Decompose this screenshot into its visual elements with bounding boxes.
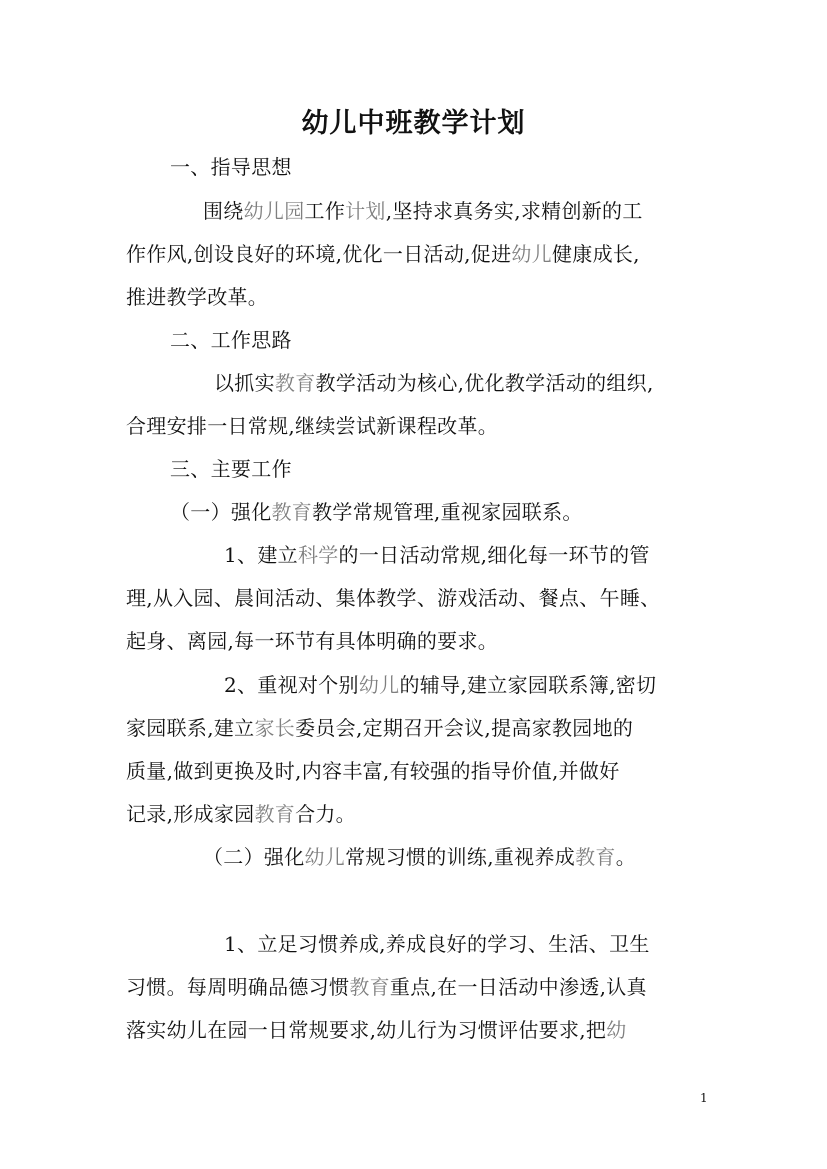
text-line <box>126 756 620 786</box>
line-text: 三、主要工作 <box>170 457 292 481</box>
text-line <box>126 583 660 613</box>
text-line <box>126 713 633 743</box>
highlighted-term[interactable]: 科学 <box>297 543 339 567</box>
text-line <box>126 1015 627 1045</box>
line-text: 质量,做到更换及时,内容丰富,有较强的指导价值,并做好 <box>126 759 620 783</box>
line-text: 健康成长, <box>551 242 640 266</box>
line-text: 教学常规管理,重视家园联系。 <box>312 500 583 524</box>
text-line <box>126 626 498 656</box>
line-text: 合理安排一日常规,继续尝试新课程改革。 <box>126 414 499 438</box>
line-text: 教学活动为核心,优化教学活动的组织, <box>315 371 654 395</box>
text-line <box>170 325 292 355</box>
line-text: 工作 <box>304 199 346 223</box>
text-line <box>224 929 650 959</box>
line-text: 围绕 <box>203 199 244 223</box>
line-text: 推进教学改革。 <box>126 285 269 309</box>
highlighted-term[interactable]: 教育 <box>274 371 316 395</box>
line-text: 1、立足习惯养成,养成良好的学习、生活、卫生 <box>224 932 650 956</box>
text-line <box>170 152 292 182</box>
line-text: 2、重视对个别 <box>224 673 359 697</box>
text-line <box>126 799 356 829</box>
text-line <box>126 239 640 269</box>
highlighted-term[interactable]: 幼儿 <box>304 845 346 869</box>
text-line <box>224 670 656 700</box>
line-text: 。 <box>615 845 636 869</box>
line-text: 一、指导思想 <box>170 155 292 179</box>
highlighted-term[interactable]: 幼儿园 <box>243 199 305 223</box>
line-text: 常规习惯的训练,重视养成 <box>345 845 576 869</box>
line-text: 重点,在一日活动中渗透,认真 <box>389 975 647 999</box>
line-text: 习惯。每周明确品德习惯 <box>126 975 350 999</box>
highlighted-term[interactable]: 计划 <box>345 199 386 223</box>
line-text: 作作风,创设良好的环境,优化一日活动,促进 <box>126 242 512 266</box>
line-text: 起身、离园,每一环节有具体明确的要求。 <box>126 629 499 653</box>
text-line <box>126 972 647 1002</box>
highlighted-term[interactable]: 幼 <box>606 1018 627 1042</box>
highlighted-term[interactable]: 教育 <box>271 500 313 524</box>
highlighted-term[interactable]: 教育 <box>349 975 390 999</box>
line-text: （一）强化 <box>170 500 272 524</box>
line-text: 的一日活动常规,细化每一环节的管 <box>338 543 650 567</box>
line-text: （二）强化 <box>203 845 305 869</box>
highlighted-term[interactable]: 幼儿 <box>511 242 552 266</box>
page-number: 1 <box>700 1091 708 1105</box>
line-text: 1、建立 <box>224 543 298 567</box>
text-line <box>203 196 643 226</box>
page-title: 幼儿中班教学计划 <box>301 108 526 139</box>
line-text: ,坚持求真务实,求精创新的工 <box>385 199 643 223</box>
text-line <box>170 497 583 527</box>
text-line <box>126 282 268 312</box>
text-line <box>224 540 650 570</box>
highlighted-term[interactable]: 教育 <box>254 802 296 826</box>
highlighted-term[interactable]: 幼儿 <box>358 673 400 697</box>
text-line <box>170 454 292 484</box>
line-text: 的辅导,建立家园联系簿,密切 <box>399 673 657 697</box>
line-text: 家园联系,建立 <box>126 716 255 740</box>
highlighted-term[interactable]: 家长 <box>254 716 296 740</box>
line-text: 委员会,定期召开会议,提高家教园地的 <box>295 716 634 740</box>
line-text: 以抓实 <box>214 371 275 395</box>
text-line <box>126 411 498 441</box>
text-line <box>214 368 654 398</box>
highlighted-term[interactable]: 教育 <box>575 845 616 869</box>
text-line <box>203 842 636 872</box>
line-text: 记录,形成家园 <box>126 802 255 826</box>
line-text: 合力。 <box>295 802 356 826</box>
line-text: 理,从入园、晨间活动、集体教学、游戏活动、餐点、午睡、 <box>126 586 661 610</box>
line-text: 二、工作思路 <box>170 328 292 352</box>
line-text: 落实幼儿在园一日常规要求,幼儿行为习惯评估要求,把 <box>126 1018 607 1042</box>
